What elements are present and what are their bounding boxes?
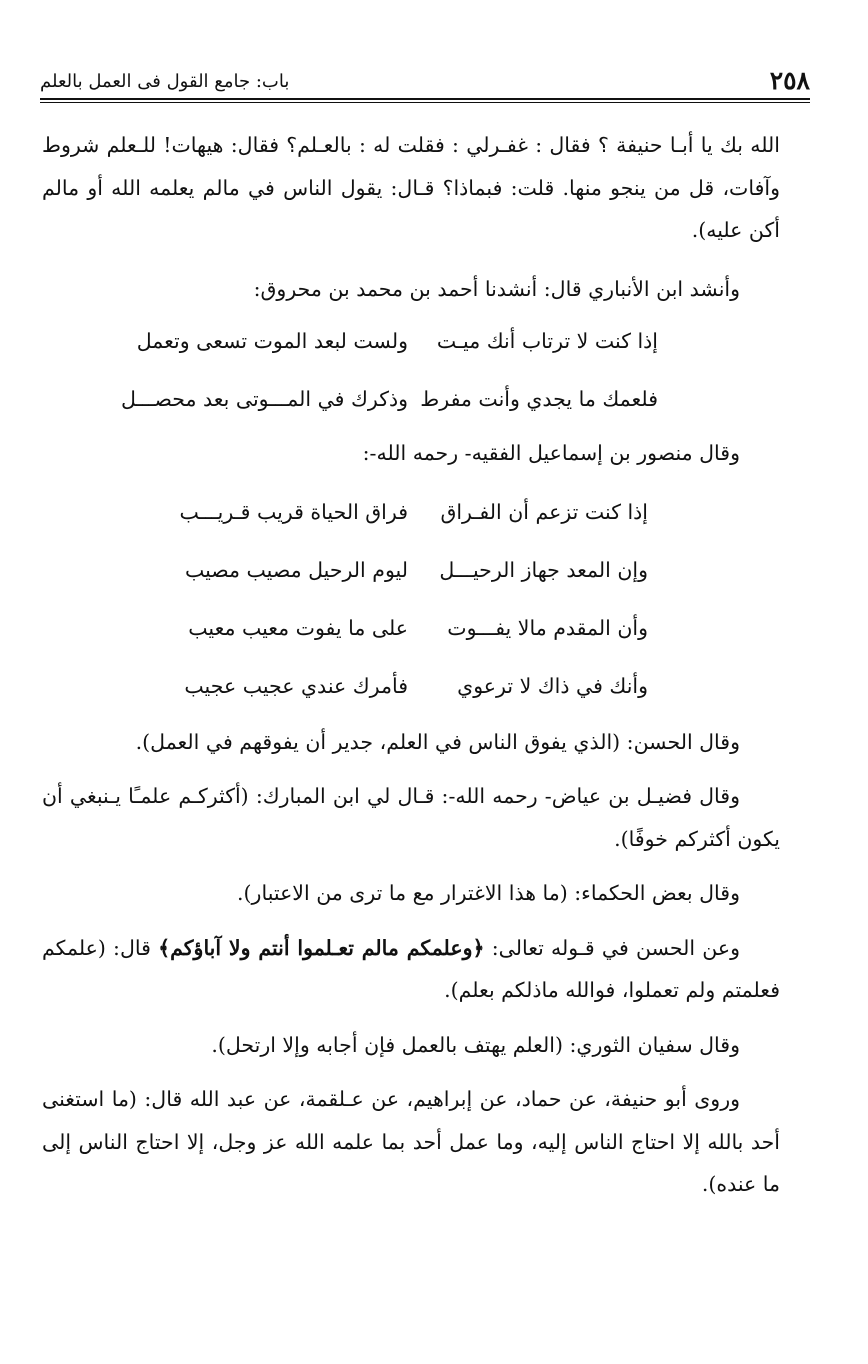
verse-line [42,370,780,428]
paragraph: وأنشد ابن الأنباري قال: أنشدنا أحمد بن محمد بن محروق: [253,276,740,301]
verse-hemistich-second: فأمرك عندي عجيب عجيب [184,673,408,698]
verse-hemistich-first: وأن المقدم مالا يفـــوت [447,615,648,640]
page-number: ٢٥٨ [769,66,810,95]
verse-hemistich-first: وأنك في ذاك لا ترعوي [457,673,648,698]
verse-hemistich-second: ليوم الرحيل مصيب مصيب [184,557,408,582]
paragraph: وقال بعض الحكماء: (ما هذا الاغترار مع ما ترى من الاعتبار). [237,881,740,905]
paragraph: وروى أبو حنيفة، عن حماد، عن إبراهيم، عن عـلقمة، عن عبد الله قال: (ما استغنى أحد بالله إلا احتاج الناس إليه، وما عمل أحد بما علمه الله عز وجل، إلا احتاج الناس إلى ما عنده). [42,1087,780,1196]
paragraph: وقال فضيـل بن عياض- رحمه الله-: قـال لي ابن المبارك: (أكثركـم علمـًا يـنبغي أن يكون أكثركم خوفًا). [42,784,780,851]
verse-line [42,657,780,715]
header-rule-thin [40,102,810,103]
page-header [40,58,810,100]
paragraph: وقال سفيان الثوري: (العلم يهتف بالعمل فإن أجابه وإلا ارتحل). [211,1032,740,1057]
verse-hemistich-second: على ما يفوت معيب معيب [188,615,408,640]
running-title: باب: جامع القول فى العمل بالعلم [40,71,290,92]
verse-hemistich-second: ولست لبعد الموت تسعى وتعمل [136,329,408,353]
quran-verse: ﴿وعلمكم مالم تعـلموا أنتم ولا آباؤكم﴾ [158,935,485,960]
quran-intro: وعن الحسن في قـوله تعالى: [484,935,740,960]
quran-commentary: قال: (علمكم فعلمتم ولم تعملوا، فوالله ماذلكم بعلم). [42,935,780,1002]
body-text [42,124,780,1206]
verse-hemistich-first: فلعمك ما يجدي وأنت مفرط [420,387,658,411]
verse-hemistich-first: وإن المعد جهاز الرحيـــل [439,557,648,582]
verse-hemistich-first: إذا كنت تزعم أن الفـراق [440,499,648,524]
verse-line [42,312,780,370]
verse-hemistich-first: إذا كنت لا ترتاب أنك ميـت [436,329,658,353]
paragraph-quran [42,927,780,1012]
verse-hemistich-second: فراق الحياة قريب قـريـــب [179,499,408,524]
verse-line [42,599,780,657]
verse-line [42,541,780,599]
verse-line [42,483,780,541]
header-rule [40,98,810,100]
verse-hemistich-second: وذكرك في المـــوتى بعد محصـــل [120,387,408,411]
paragraph: وقال الحسن: (الذي يفوق الناس في العلم، جدير أن يفوقهم في العمل). [135,729,740,754]
paragraph: وقال منصور بن إسماعيل الفقيه- رحمه الله-: [362,441,740,465]
paragraph: الله بك يا أبـا حنيفة ؟ فقال : غفـرلي : فقلت له : بالعـلم؟ فقال: هيهات! للـعلم شروط وآفات، قل من ينجو منها. قلت: فبماذا؟ قـال: يقول الناس في مالم يعلمه الله أو مالم أكن عليه). [42,133,780,242]
